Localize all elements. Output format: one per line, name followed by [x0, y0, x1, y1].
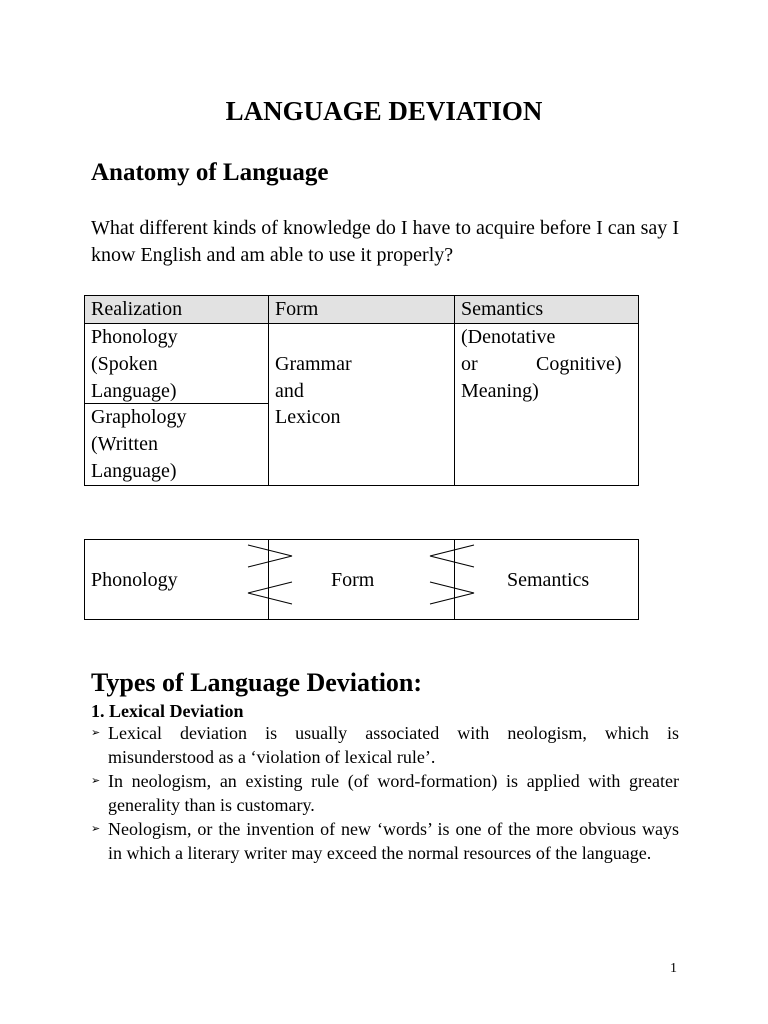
- cell-graphology: Graphology: [91, 406, 187, 428]
- arrowhead-bullet-icon: ➢: [91, 822, 101, 835]
- bullet-list: [91, 721, 679, 865]
- header-realization: Realization: [91, 298, 183, 320]
- section-heading-types: Types of Language Deviation:: [91, 668, 423, 697]
- diagram-semantics: Semantics: [507, 569, 590, 591]
- cell-denotative: (Denotative: [461, 326, 556, 348]
- diagram-phonology: Phonology: [91, 569, 178, 591]
- subheading-lexical-deviation: 1. Lexical Deviation: [91, 701, 244, 721]
- column-divider: [268, 295, 269, 486]
- list-item-text: In neologism, an existing rule (of word-formation) is applied with greater generality than is customary.: [108, 771, 679, 815]
- cell-meaning: Meaning): [461, 380, 539, 402]
- arrowhead-bullet-icon: ➢: [91, 774, 101, 787]
- right-arrow-icon: [430, 582, 474, 604]
- question-paragraph: What different kinds of knowledge do I have to acquire before I can say I know English and am able to use it properly?: [91, 217, 679, 266]
- list-item-text: Neologism, or the invention of new ‘words’ is one of the more obvious ways in which a literary writer may exceed the normal resources of the language.: [108, 819, 679, 863]
- cell-cognitive: Cognitive): [536, 353, 622, 375]
- cell-lexicon: Lexicon: [275, 406, 341, 428]
- list-item: [91, 721, 679, 769]
- right-arrow-icon: [248, 545, 292, 567]
- header-semantics: Semantics: [461, 298, 544, 320]
- left-arrow-icon: [248, 582, 292, 604]
- column-divider: [454, 295, 455, 486]
- double-arrow-icon: [84, 539, 639, 620]
- left-arrow-icon: [430, 545, 474, 567]
- section-heading-anatomy: Anatomy of Language: [91, 159, 329, 186]
- language-flow-diagram: [84, 539, 639, 620]
- cell-spoken: (Spoken: [91, 353, 158, 375]
- cell-written: (Written: [91, 433, 158, 455]
- page-title: LANGUAGE DEVIATION: [225, 96, 543, 126]
- language-levels-table: [84, 295, 639, 486]
- cell-and: and: [275, 380, 304, 402]
- cell-spoken-language: Language): [91, 380, 177, 402]
- cell-written-language: Language): [91, 460, 177, 482]
- header-form: Form: [275, 298, 319, 320]
- list-item-text: Lexical deviation is usually associated with neologism, which is misunderstood as a ‘violation of lexical rule’.: [108, 723, 679, 767]
- arrowhead-bullet-icon: ➢: [91, 726, 101, 739]
- diagram-form: Form: [331, 569, 375, 591]
- cell-phonology: Phonology: [91, 326, 178, 348]
- page-number: 1: [670, 961, 677, 976]
- list-item: [91, 817, 679, 865]
- cell-or: or: [461, 353, 478, 375]
- cell-grammar: Grammar: [275, 353, 352, 375]
- list-item: [91, 769, 679, 817]
